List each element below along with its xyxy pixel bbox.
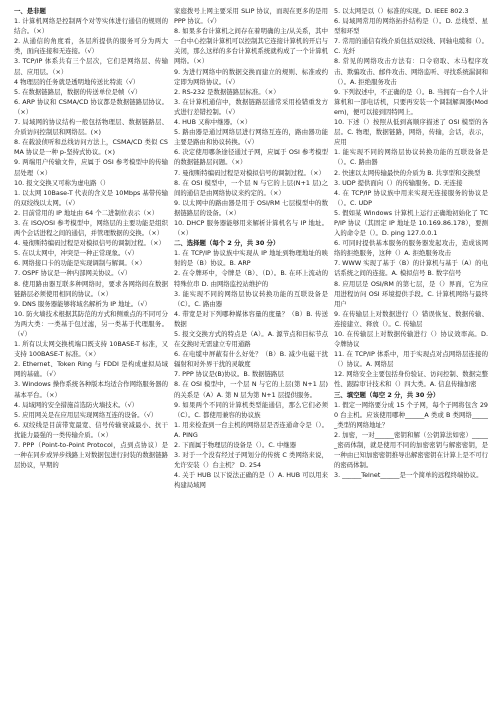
question-item: 8. 使用路由器互联多种网络时，要求各网络间在数据链路层必须使用相同的协议。（×） bbox=[14, 279, 168, 298]
question-item: 2. 快速以太网传输最快的介质为 B. 共享型和交换型 bbox=[334, 168, 481, 177]
question-item: 4. HUB 又称中继器。（×） bbox=[174, 118, 252, 127]
question-item: 6. 双绞线是目前带宽最宽、信号传输衰减最小、抗干扰能力最强的一类传输介质。（×） bbox=[14, 420, 168, 439]
question-item: 8. 常见的网络攻击方法有：口令窃取、木马程序攻击、欺骗攻击、邮件攻击、网络监听、寻找系统漏洞和（）。A. 拒绝服务攻击 bbox=[334, 57, 488, 86]
question-item: 2. 下面属于物理层的设备是（）。C. 中继器 bbox=[174, 441, 297, 450]
question-item: 4 物理层的任务就是透明地传送比特流（√） bbox=[14, 77, 140, 86]
question-item: 7. OSPF 协议是一种内部网关协议。（√） bbox=[14, 269, 132, 278]
question-item: 5. 路由器是通过网络层进行网络互连的，路由器功能主要是路由和协议转换。（√） bbox=[174, 128, 328, 147]
question-item: 2. Ethernet、Token Ring 与 FDDI 是构成虚拟局域网的基础。（√） bbox=[14, 360, 168, 379]
question-item: 1. 能实现不同的网络层协议转换功能的互联设备是（）。C. 路由器 bbox=[334, 148, 488, 167]
question-item: 9. 两端用户传输文件，应属于 OSI 参考模型中的传输层处理（×） bbox=[14, 158, 168, 177]
question-item: 2. 目前常用的 IP 地址由 64 个二进制位表示（×） bbox=[14, 208, 159, 217]
question-item: 1. 以太网 10Base-T 代表的含义是 10Mbps 基带传输的双绞线以太网。（√） bbox=[14, 188, 168, 207]
question-item: 7. PPP（Point-to-Point Protocol，点到点协议）是一种在同步或异步线路上对数据包进行封装的数据链路层协议，早期的 bbox=[14, 441, 168, 470]
question-item: 1. 用来检查到一台主机的网络层是否连通命令是（）。A. PING bbox=[174, 420, 328, 439]
question-item: 2. 加密，一对______密钥和解（公钥算法如密）______密码体制，就是使用不同的加密密钥与解密密钥，是一种由已知加密密钥推导出解密密钥在计算上是不可行的密码体制。 bbox=[334, 430, 488, 470]
question-item: 9. 在传输层上对数据进行（）错误恢复、数据传输、连接建立、释放（）。C. 传输层 bbox=[334, 309, 488, 328]
question-item: 4. 在 TCP/IP 协议族中用来实现无连接服务的协议是（）。C. UDP bbox=[334, 188, 488, 207]
question-item: 1. 计算机网络是控制两个对等实体进行通信的规则的结合。（×） bbox=[14, 17, 168, 36]
question-item: 7. 曼彻斯特编码过程是对模拟信号的调制过程。（×） bbox=[174, 168, 325, 177]
question-item: 2. 从通信的角度看，各层所提供的服务可分为两大类，面向连接和无连接。（√） bbox=[14, 37, 168, 56]
question-item: 6. 在电缆中屏蔽有什么好处？（B）B. 减少电磁干扰辐射和对外界干扰的灵敏度 bbox=[174, 350, 328, 369]
question-item: 9. 下列叙述中，不正确的是（）。B. 当拥有一台个人计算机和一部电话机，只要再安装一个调制解调器(Modem)，便可以接到因特网上。 bbox=[334, 87, 488, 116]
question-item: 5. 在数据链路层，数据的传送单位是帧（√） bbox=[14, 87, 142, 96]
question-item: 7. PPP 协议是(B)协议。B. 数据链路层 bbox=[174, 370, 284, 379]
question-item: 2. 在令牌环中，令牌是（B）、（D）。B. 在环上流动的特殊位串 D. 由网络监控站维护的 bbox=[174, 269, 328, 288]
question-item: 家庭拨号上网主要采用 SLIP 协议，而现在更多的是用 PPP 协议。（√） bbox=[174, 7, 328, 26]
question-item: 5. 报文交换方式的特点是（A）。A. 源节点和目标节点在交换时无需建立专用通路 bbox=[174, 330, 328, 349]
question-item: 4. 关于 HUB 以下说法正确的是（）A. HUB 可以用来构建局域网 bbox=[174, 471, 328, 490]
question-item: 10. 在传输层上对数据传输进行（）协议效率高。D. 令牌协议 bbox=[334, 330, 488, 349]
section-heading: 一、是非题 bbox=[14, 7, 46, 15]
question-item: 10. DHCP 服务器能够用来解析计算机名与 IP 地址。（×） bbox=[174, 218, 328, 238]
question-item: 3. TCP/IP 体系共有三个层次，它们是网络层、传输层、应用层。（×） bbox=[14, 57, 168, 76]
question-item: 2. RS-232 是数据链路层标准。（×） bbox=[174, 87, 280, 96]
question-item: 6. 可同时提供基本服务的服务器发起攻击，造成该网络的拒绝服务，这种（）A. 拒绝服务攻击 bbox=[334, 239, 488, 258]
question-item: 3. ______Telnet______是一个简单的远程终端协议。 bbox=[334, 471, 483, 480]
question-item: 7. 常用的通信有线介质包括双绞线、同轴电缆和（）。C. 光纤 bbox=[334, 37, 488, 56]
question-item: 5. 以太网是以（）标准的实现。D. IEEE 802.3 bbox=[334, 7, 469, 15]
question-item: 10. 报文交换又可称为虚电路（） bbox=[14, 178, 110, 187]
question-item: 9. DNS 服务器能够将域名解析为 IP 地址。（√） bbox=[14, 299, 151, 308]
question-item: 1. 假定一网络要分成 15 个子网，每个子网将包含 290 台主机。应该使用哪种______A 类或 B 类网络______类型的网络地址？ bbox=[334, 400, 488, 429]
question-item: 5. 应用网关是在应用层实现网络互连的设备。（√） bbox=[14, 410, 158, 419]
question-item: 6. 决定使用哪条途径通过子网，应属于 OSI 参考模型的数据链路层问题。（×） bbox=[174, 148, 328, 167]
question-item: 8. 在 OSI 模型中，一个层 N 与它的上层(第 N+1 层)的关系是（A）A. 第 N 层为第 N+1 层提供服务。 bbox=[174, 380, 328, 399]
question-item: 7. 局域网的协议结构一般包括物理层、数据链路层、介质访问控制层和网络层。(×) bbox=[14, 118, 168, 137]
question-item: 4. 局域网的安全措施首选防火墙技术。（√） bbox=[14, 400, 139, 409]
section-heading: 三、填空题（每空 2 分，共 30 分） bbox=[334, 390, 440, 399]
question-item: 9. 以太网中的路由器是用于 OSI/RM 七层模型中的数据链路层的设备。（×） bbox=[174, 198, 328, 217]
question-item: 10. 下述（）按照从低到高顺序描述了 OSI 模型的各层。C. 物理，数据链路，网络，传输，会话，表示，应用 bbox=[334, 118, 488, 147]
question-item: 9. 如果两个不同的计算机类型能通信，那么它们必须（C）。C. 都使用兼容的协议族 bbox=[174, 400, 328, 419]
question-item: 6. ARP 协议和 CSMA/CD 协议都是数据链路层协议。（×） bbox=[14, 97, 168, 116]
question-item: 5. 在以太网中，冲突是一种正常现象。（√） bbox=[14, 249, 139, 258]
section-heading: 二、选择题（每个 2 分，共 30 分） bbox=[174, 239, 280, 248]
question-item: 6. 局域网常用的网络拓扑结构是（）。D. 总线型、星型和环型 bbox=[334, 17, 488, 36]
question-item: 4. 带宽是对下列哪种媒体容量的度量？（B）B. 传送数据 bbox=[174, 309, 328, 328]
question-item: 3. 对于一个没有经过子网划分的传统 C 类网络来说，允许安装（）台主机？ D. 254 bbox=[174, 451, 328, 470]
question-item: 8. 在载波侦听和总线访问方法上，CSMA/CD 类似 CSMA 协议是一种 p-坚持式协议。(×) bbox=[14, 138, 168, 157]
question-item: 11. 在 TCP/IP 体系中，用于实现点对点网络层连接的（）协议。A. 网络层 bbox=[334, 350, 488, 369]
question-item: 4. 曼彻斯特编码过程是对模拟信号的调制过程。（×） bbox=[14, 239, 165, 248]
question-item: 5. 假如某 Windows 计算机上运行正确地初始化了 TCP/IP 协议（其固定 IP 地址是 10.169.86.178），要测入的命令是（）。D. ping 127.0.0.1 bbox=[334, 208, 488, 238]
question-item: 3. 在计算机通信中，数据链路层通常采用检错重发方式进行差错控制。（√） bbox=[174, 97, 328, 116]
question-item: 3. UDP 提供面向（）的传输服务。D. 无连接 bbox=[334, 178, 463, 187]
question-item: 1. 在 TCP/IP 协议族中实现从 IP 地址到物理地址的映射的是（B）协议。B. ARP bbox=[174, 249, 328, 268]
column-right bbox=[334, 6, 488, 696]
question-item: 6. 网络接口卡的功能是实现调制与解调。（×） bbox=[14, 259, 146, 268]
question-item: 3. 能实现不同的网络层协议转换功能的互联设备是（C）。C. 路由器 bbox=[174, 289, 328, 308]
question-item: 8. 如果多台计算机之间存在着明确的主/从关系，其中一台中心控制计算机可以控制其它连接计算机的开启与关闭，那么这样的多台计算机系统就构成了一个计算机网络。（×） bbox=[174, 27, 328, 66]
question-item: 12. 网络安全主要包括身份验证、访问控制、数据完整性、跟踪审计技术和（）四大类。A. 信息传输加密 bbox=[334, 370, 488, 389]
question-item: 8. 应用层是 OSI/RM 的第七层，是（）界面，它为应用进程访问 OSI 环境提供手段。C. 计算机网络与最终用户 bbox=[334, 279, 488, 308]
question-item: 8. 在 OSI 模型中，一个层 N 与它的上层(N+1 层)之间的通信是由网络协议来约定的。（×） bbox=[174, 178, 328, 197]
question-item: 3. 在 ISO/OSI 参考模型中，网络层的主要功能是组织两个会话进程之间的通信，并管理数据的交换。（×） bbox=[14, 218, 168, 238]
question-item: 10. 防火墙技术根据其防范的方式和侧重点的不同可分为两大类：一类基于包过滤，另一类基于代理服务。（√） bbox=[14, 309, 168, 338]
column-left bbox=[14, 6, 168, 696]
column-middle bbox=[174, 6, 328, 696]
question-item: 7. WWW 实现了基于（B）的计算机与基于（A）的电话系统之间的连接。A. 模拟信号 B. 数字信号 bbox=[334, 259, 488, 278]
question-item: 3. Windows 操作系统各种版本均适合作网络服务器的基本平台。（×） bbox=[14, 380, 168, 399]
question-item: 1. 所有以太网交换机端口既支持 10BASE-T 标准，又支持 100BASE-T 标准。（×） bbox=[14, 340, 168, 359]
question-item: 9. 为进行网络中的数据交换而建立的规则、标准或约定即为网络协议。（√） bbox=[174, 67, 328, 86]
